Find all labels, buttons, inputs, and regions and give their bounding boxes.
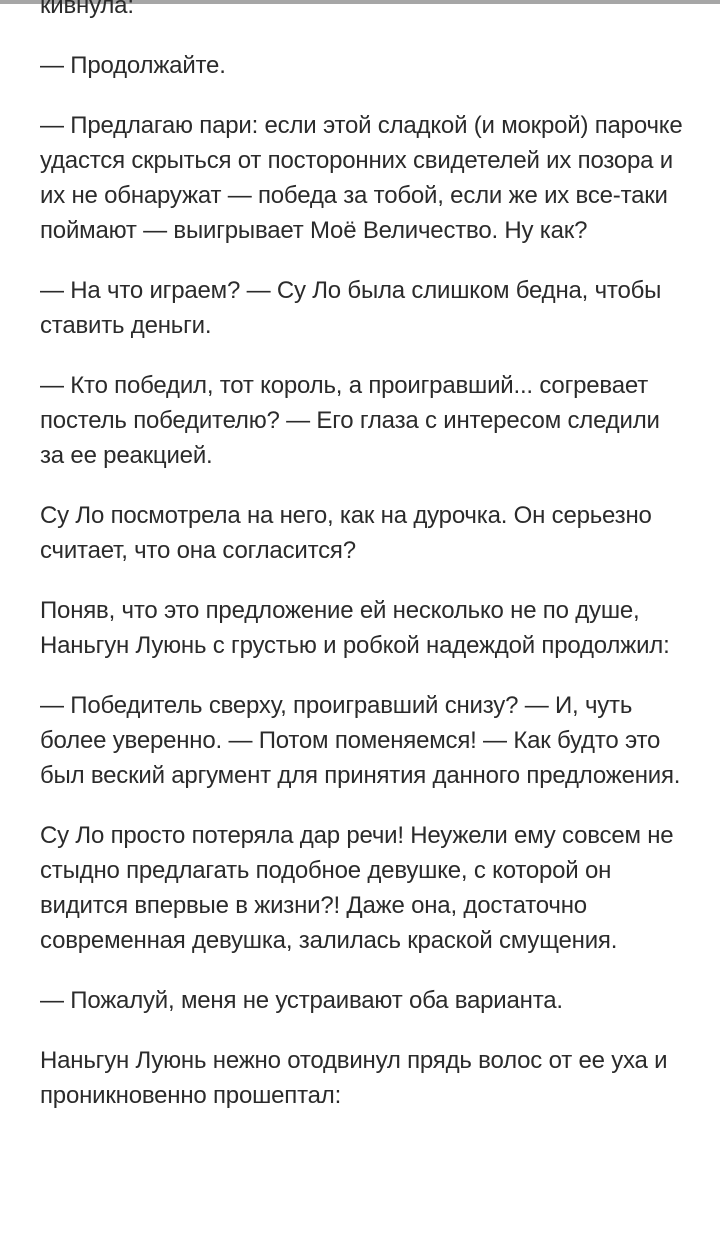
paragraph: — Предлагаю пари: если этой сладкой (и мокрой) парочке удастся скрыться от посторонних свидетелей их позора и их не обнаружат — победа за тобой, если же их все-таки поймают — выигрывает Моё Величество. Ну как? bbox=[40, 112, 683, 244]
paragraph: — Кто победил, тот король, а проигравший... согревает постель победителю? — Его глаза с интересом следили за ее реакцией. bbox=[40, 372, 660, 469]
paragraph: Наньгун Луюнь нежно отодвинул прядь волос от ее уха и проникновенно прошептал: bbox=[40, 1047, 668, 1109]
reading-pane[interactable] bbox=[40, 0, 690, 1138]
paragraph: — Пожалуй, меня не устраивают оба варианта. bbox=[40, 987, 563, 1014]
paragraph: — Продолжайте. bbox=[40, 52, 226, 79]
paragraph: — Победитель сверху, проигравший снизу? — И, чуть более уверенно. — Потом поменяемся! — Как будто это был веский аргумент для принятия данного предложения. bbox=[40, 692, 681, 789]
paragraph: кивнула: bbox=[40, 0, 134, 19]
paragraph: Су Ло просто потеряла дар речи! Неужели ему совсем не стыдно предлагать подобное девушке, с которой он видится впервые в жизни?! Даже она, достаточно современная девушка, залилась краской смущения. bbox=[40, 822, 674, 954]
paragraph: Поняв, что это предложение ей несколько не по душе, Наньгун Луюнь с грустью и робкой надеждой продолжил: bbox=[40, 597, 670, 659]
paragraph: — На что играем? — Су Ло была слишком бедна, чтобы ставить деньги. bbox=[40, 277, 662, 339]
paragraph: Су Ло посмотрела на него, как на дурочка. Он серьезно считает, что она согласится? bbox=[40, 502, 652, 564]
